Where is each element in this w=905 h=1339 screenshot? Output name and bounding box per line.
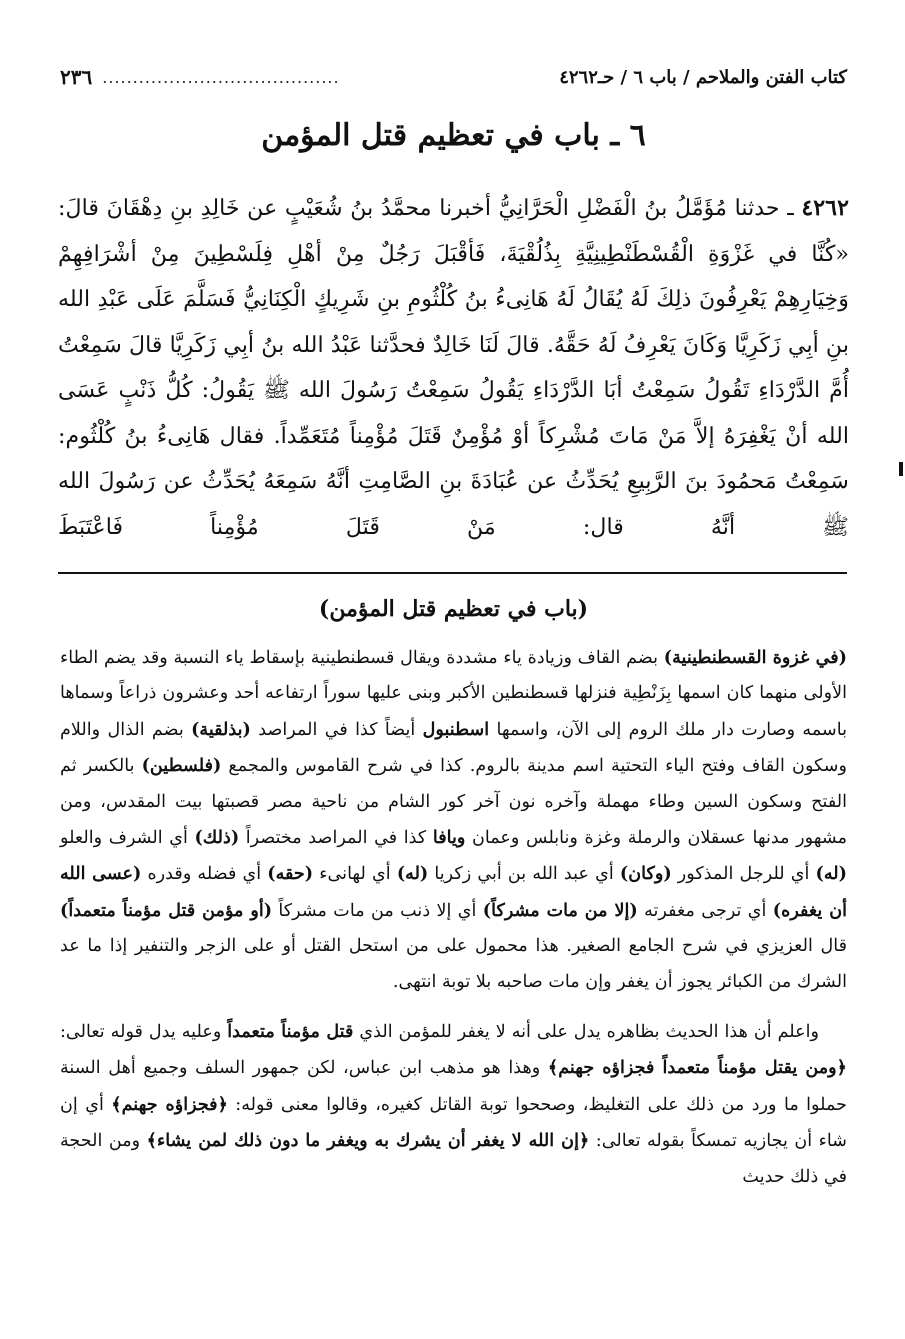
explanation: بضم الذال واللام وسكون القاف وفتح الياء التحتية اسم مدينة بالروم. كذا في شرح القاموس والمجمع [60,719,847,777]
term: (عسى الله أن يغفره) [60,863,848,921]
footnote-divider [58,572,847,574]
hadith-number: ٤٢٦٢ [801,195,849,221]
explanation: أي للرجل المذكور [671,864,816,885]
quran-quote: ﴿ومن يقتل مؤمناً متعمداً فجزاؤه جهنم﴾ [547,1057,847,1079]
quran-quote: ﴿إن الله لا يغفر أن يشرك به ويغفر ما دون ذلك لمن يشاء﴾ [146,1130,590,1152]
explanation: قال العزيزي في شرح الجامع الصغير. هذا محمول على من استحل القتل أو على الزجر والتنفير إذا ما عد الشرك من الكبائر يجوز أن يغفر وإن مات صاحبه بلا توبة انتهى. [60,936,847,992]
explanation: أي عبد الله بن أبي زكريا [428,864,620,885]
term: (له) [815,863,847,885]
term: (حقه) [267,863,314,885]
explanation: واعلم أن هذا الحديث بظاهره يدل على أنه لا يغفر للمؤمن الذي [353,1022,819,1043]
term: (في غزوة القسطنطينية) [663,647,847,668]
hadith-body: ـ حدثنا مُؤَمَّلُ بنُ الْفَضْلِ الْحَرَّانِيُّ أخبرنا محمَّدُ بنُ شُعَيْبٍ عن خَالِدِ بنِ دِهْقَانَ قالَ: «كُنَّا في غَزْوَةِ الْقُسْطَنْطِينِيَّةِ بِذُلُقْيَةَ، فَأقْبَلَ رَجُلٌ مِنْ أهْلِ فِلَسْطِينَ مِنْ أشْرَافِهِمْ وَخِيَارِهِمْ يَعْرِفُونَ ذلِكَ لَهُ يُقَالُ لَهُ هَانِىءُ بنُ كُلْثُومِ بنِ شَرِيكٍ الْكِنَانِيُّ فَسَلَّمَ عَلَى عَبْدِ الله بنِ أبِي زَكَرِيَّا وَكَانَ يَعْرِفُ لَهُ حَقَّهُ. قالَ لَنَا خَالِدٌ فحدَّثنا عَبْدُ الله بنُ أبِي زَكَرِيَّا قالَ سَمِعْتُ أُمَّ الدَّرْدَاءِ تَقُولُ سَمِعْتُ أبَا الدَّرْدَاءِ يَقُولُ سَمِعْتُ رَسُولَ الله ﷺ يَقُولُ: كُلُّ ذَنْبٍ عَسَى الله أنْ يَغْفِرَهُ إلاَّ مَنْ مَاتَ مُشْرِكاً أوْ مُؤْمِنٌ قَتَلَ مُؤْمِناً مُتَعَمِّداً. فقال هَانِىءُ بنُ كُلْثُوم: سَمِعْتُ مَحمُودَ بنَ الرَّبِيعِ يُحَدِّثُ عن عُبَادَةَ بنِ الصَّامِتِ أنَّهُ سَمِعَهُ يُحَدِّثُ عن رَسُولَ الله ﷺ أنَّهُ قال: مَنْ قَتَلَ مُؤْمِناً فَاعْتَبَطَ [58,195,849,540]
term: (ذلك) [194,827,240,849]
leader-dots: ....................................... [102,67,340,87]
explanation: أي لهانىء [313,864,397,885]
hadith-text [58,186,849,550]
explanation: بالكسر ثم الفتح وسكون السين وطاء مهملة وآخره نون آخر كور الشام من ناحية مصر قصبتها بيت المقدس، ومن مشهور مدنها عسقلان والرملة وغزة ونابلس وعمان [60,756,847,849]
term: اسطنبول [422,718,490,740]
commentary-paragraph-1 [60,640,847,1000]
explanation: أي إلا ذنب من مات مشركاً [272,900,483,921]
term: (أو مؤمن قتل مؤمناً متعمداً) [60,899,273,921]
commentary-paragraph-2 [60,1014,847,1195]
term: (بذلقية) [191,718,251,740]
explanation: كذا في المراصد مختصراً [239,828,433,849]
running-title: كتاب الفتن والملاحم / باب ٦ / حـ٤٢٦٢ [559,66,847,88]
term: (له) [396,863,429,885]
explanation: وعليه يدل قوله تعالى: [60,1022,228,1043]
term: (وكان) [619,863,672,885]
margin-mark [899,462,903,476]
term: (فلسطين) [141,755,222,777]
term: ويافا [432,827,466,849]
explanation: أي إن شاء أن يجازيه تمسكاً بقوله تعالى: [60,1094,847,1152]
explanation: بضم القاف وزيادة ياء مشددة ويقال قسطنطينية بإسقاط ياء النسبة وقد يضم الطاء الأولى منهما كان اسمها بِزَنْطِية فنزلها قسطنطين الأكبر وبنى عليها سوراً ارتفاعه أحد وعشرون ذراعاً وسماها باسمه وصارت دار ملك الروم إلى الآن، واسمها [60,648,847,740]
commentary [60,640,847,1195]
page-number: ٢٣٦ [60,65,93,89]
explanation: أي ترجى مغفرته [637,900,773,921]
commentary-title: (باب في تعظيم قتل المؤمن) [318,596,589,622]
explanation: وهذا هو مذهب ابن عباس، لكن جمهور السلف وجميع أهل السنة حملوا ما ورد من ذلك على التغليظ، وصححوا توبة القاتل كغيره، وقالوا معنى قوله: [60,1058,847,1115]
term: (إلا من مات مشركاً) [482,899,638,921]
explanation: أي الشرف والعلو [60,828,195,849]
page-number-group [60,65,340,89]
explanation: أيضاً كذا في المراصد [250,719,423,740]
chapter-title: ٦ ـ باب في تعظيم قتل المؤمن [261,118,646,153]
explanation: أي فضله وقدره [141,864,268,885]
explanation: ومن الحجة في ذلك حديث [60,1131,847,1187]
hadith-paragraph [58,186,849,550]
running-header [60,62,847,92]
term: قتل مؤمناً متعمداً [227,1021,354,1043]
quran-quote: ﴿فجزاؤه جهنم﴾ [111,1093,228,1115]
